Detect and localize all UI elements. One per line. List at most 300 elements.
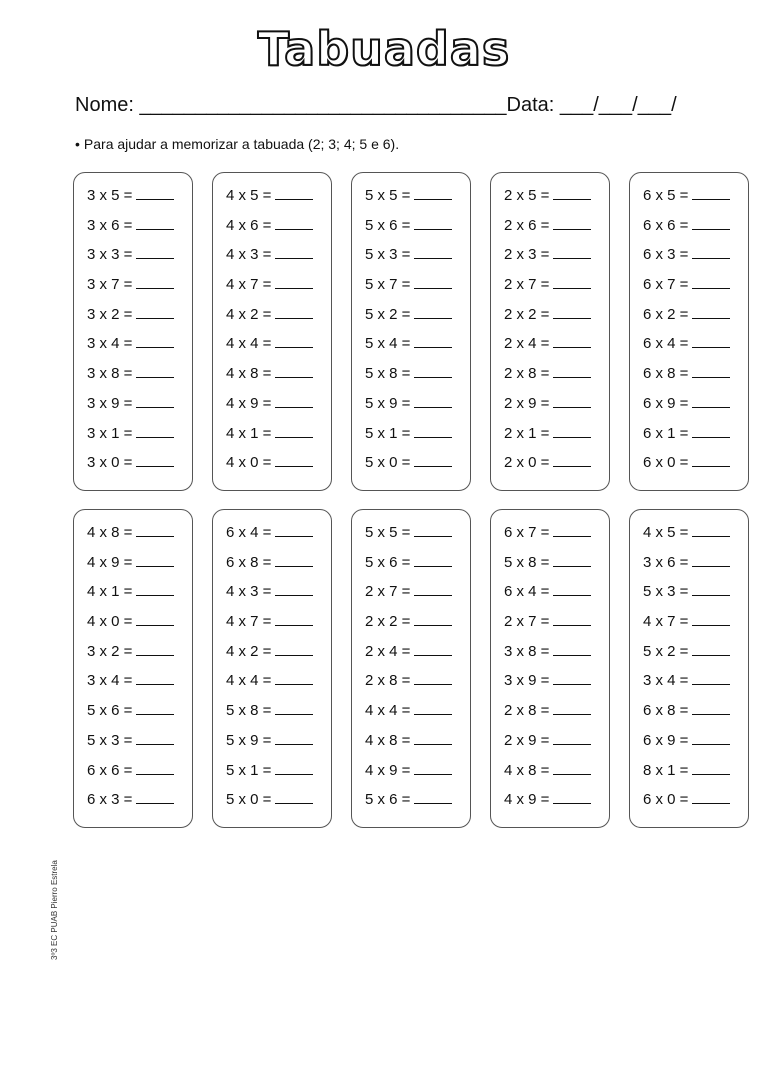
exercise-row [365,275,470,305]
exercise-label: 6 x 7 = [643,276,689,294]
exercise-label: 3 x 2 = [87,305,133,323]
answer-blank[interactable] [275,673,313,685]
exercise-label: 5 x 8 = [365,365,411,383]
answer-blank[interactable] [414,703,452,715]
answer-blank[interactable] [692,218,730,230]
bottom-exercise-grid [73,509,750,828]
exercise-label: 4 x 0 = [87,613,133,631]
exercise-row [365,186,470,216]
exercise-label: 5 x 3 = [643,583,689,601]
exercise-label: 6 x 8 = [226,553,272,571]
answer-blank[interactable] [414,733,452,745]
answer-blank[interactable] [414,525,452,537]
answer-blank[interactable] [275,525,313,537]
exercise-label: 2 x 7 = [504,276,550,294]
exercise-row [504,671,609,701]
exercise-row [504,553,609,583]
exercise-row [504,245,609,275]
exercise-row [226,761,331,791]
exercise-row [365,394,470,424]
answer-blank[interactable] [414,396,452,408]
exercise-label: 3 x 0 = [87,454,133,472]
exercise-label: 4 x 2 = [226,305,272,323]
answer-blank[interactable] [136,673,174,685]
exercise-row [226,553,331,583]
exercise-label: 6 x 0 = [643,791,689,809]
exercise-row [87,305,192,335]
exercise-label: 5 x 0 = [226,791,272,809]
exercise-row [365,553,470,583]
exercise-row [365,790,470,820]
exercise-row [504,334,609,364]
answer-blank[interactable] [275,277,313,289]
exercise-row [504,424,609,454]
exercise-row [504,523,609,553]
exercise-row [643,553,748,583]
exercise-row [504,305,609,335]
exercise-label: 4 x 1 = [226,424,272,442]
exercise-row [504,790,609,820]
exercise-row [226,612,331,642]
exercise-label: 5 x 6 = [365,553,411,571]
exercise-row [365,642,470,672]
footer-credit: 3º3 EC PUAB Pierro Estrela [50,860,59,960]
answer-blank[interactable] [692,307,730,319]
exercise-row [87,216,192,246]
exercise-label: 2 x 6 = [504,216,550,234]
exercise-label: 4 x 0 = [226,454,272,472]
exercise-label: 6 x 4 = [504,583,550,601]
exercise-label: 6 x 3 = [643,246,689,264]
exercise-row [643,364,748,394]
answer-blank[interactable] [553,673,591,685]
exercise-label: 6 x 5 = [643,187,689,204]
exercise-row [87,523,192,553]
exercise-label: 2 x 1 = [504,424,550,442]
exercise-row [504,642,609,672]
exercise-row [226,642,331,672]
page-title: Tabuadas [257,22,511,76]
exercise-label: 5 x 2 = [643,642,689,660]
answer-blank[interactable] [136,555,174,567]
answer-blank[interactable] [275,455,313,467]
answer-blank[interactable] [414,763,452,775]
answer-blank[interactable] [692,247,730,259]
exercise-row [87,245,192,275]
exercise-label: 2 x 9 = [504,731,550,749]
exercise-row [643,394,748,424]
exercise-label: 3 x 5 = [87,187,133,204]
exercise-row [504,612,609,642]
instruction-text [75,136,399,152]
answer-blank[interactable] [692,792,730,804]
exercise-box [351,172,471,491]
exercise-row [87,453,192,483]
exercise-label: 6 x 8 = [643,365,689,383]
answer-blank[interactable] [553,247,591,259]
exercise-row [643,790,748,820]
exercise-label: 3 x 9 = [87,394,133,412]
exercise-label: 5 x 9 = [365,394,411,412]
answer-blank[interactable] [275,644,313,656]
exercise-row [87,334,192,364]
exercise-label: 5 x 8 = [504,553,550,571]
exercise-label: 5 x 6 = [365,216,411,234]
answer-blank[interactable] [275,247,313,259]
exercise-row [365,364,470,394]
answer-blank[interactable] [414,614,452,626]
exercise-label: 2 x 7 = [504,613,550,631]
answer-blank[interactable] [553,763,591,775]
exercise-label: 6 x 2 = [643,305,689,323]
answer-blank[interactable] [553,188,591,200]
exercise-box [212,172,332,491]
exercise-label: 3 x 4 = [643,672,689,690]
exercise-label: 3 x 4 = [87,335,133,353]
exercise-label: 3 x 7 = [87,276,133,294]
exercise-label: 2 x 4 = [365,642,411,660]
exercise-row [365,424,470,454]
exercise-label: 4 x 9 = [87,553,133,571]
answer-blank[interactable] [275,218,313,230]
answer-blank[interactable] [414,584,452,596]
exercise-label: 2 x 8 = [365,672,411,690]
exercise-label: 2 x 2 = [504,305,550,323]
exercise-row [226,186,331,216]
exercise-label: 6 x 4 = [226,524,272,541]
answer-blank[interactable] [136,218,174,230]
answer-blank[interactable] [553,277,591,289]
answer-blank[interactable] [692,673,730,685]
answer-blank[interactable] [553,525,591,537]
exercise-row [365,612,470,642]
exercise-label: 4 x 8 = [226,365,272,383]
exercise-row [643,701,748,731]
answer-blank[interactable] [275,396,313,408]
exercise-row [226,216,331,246]
exercise-row [643,453,748,483]
answer-blank[interactable] [553,218,591,230]
exercise-row [226,364,331,394]
exercise-label: 5 x 1 = [226,761,272,779]
exercise-label: 4 x 5 = [226,187,272,204]
answer-blank[interactable] [553,792,591,804]
exercise-row [365,701,470,731]
exercise-label: 4 x 4 = [226,672,272,690]
exercise-label: 5 x 3 = [365,246,411,264]
exercise-row [643,305,748,335]
exercise-row [226,453,331,483]
exercise-row [226,790,331,820]
exercise-row [87,582,192,612]
answer-blank[interactable] [275,426,313,438]
exercise-label: 4 x 8 = [87,524,133,541]
answer-blank[interactable] [136,396,174,408]
exercise-row [504,364,609,394]
answer-blank[interactable] [692,555,730,567]
exercise-row [226,394,331,424]
exercise-label: 4 x 6 = [226,216,272,234]
exercise-row [226,523,331,553]
answer-blank[interactable] [414,277,452,289]
answer-blank[interactable] [692,525,730,537]
exercise-label: 3 x 8 = [504,642,550,660]
exercise-label: 6 x 4 = [643,335,689,353]
exercise-row [365,216,470,246]
answer-blank[interactable] [692,426,730,438]
exercise-row [643,245,748,275]
answer-blank[interactable] [414,307,452,319]
instruction-label: Para ajudar a memorizar a tabuada (2; 3; 4; 5 e 6). [83,136,400,152]
exercise-row [365,523,470,553]
exercise-label: 5 x 3 = [87,731,133,749]
answer-blank[interactable] [553,703,591,715]
answer-blank[interactable] [414,336,452,348]
exercise-label: 6 x 8 = [643,702,689,720]
exercise-row [87,553,192,583]
answer-blank[interactable] [136,455,174,467]
answer-blank[interactable] [553,614,591,626]
exercise-row [643,334,748,364]
exercise-row [365,334,470,364]
answer-blank[interactable] [414,792,452,804]
exercise-row [87,275,192,305]
exercise-label: 3 x 1 = [87,424,133,442]
exercise-label: 5 x 5 = [365,187,411,204]
exercise-label: 4 x 4 = [226,335,272,353]
answer-blank[interactable] [136,614,174,626]
answer-blank[interactable] [414,188,452,200]
answer-blank[interactable] [553,455,591,467]
answer-blank[interactable] [275,336,313,348]
exercise-row [643,523,748,553]
exercise-row [365,731,470,761]
exercise-label: 3 x 8 = [87,365,133,383]
exercise-label: 2 x 0 = [504,454,550,472]
answer-blank[interactable] [692,188,730,200]
answer-blank[interactable] [414,455,452,467]
answer-blank[interactable] [136,763,174,775]
exercise-label: 5 x 8 = [226,702,272,720]
exercise-label: 5 x 0 = [365,454,411,472]
answer-blank[interactable] [553,644,591,656]
answer-blank[interactable] [136,703,174,715]
answer-blank[interactable] [275,792,313,804]
exercise-label: 6 x 6 = [87,761,133,779]
exercise-row [365,453,470,483]
answer-blank[interactable] [275,733,313,745]
exercise-row [226,424,331,454]
answer-blank[interactable] [414,218,452,230]
exercise-row [226,701,331,731]
exercise-row [504,394,609,424]
answer-blank[interactable] [692,396,730,408]
exercise-row [365,671,470,701]
answer-blank[interactable] [136,277,174,289]
exercise-label: 4 x 7 = [226,613,272,631]
answer-blank[interactable] [136,366,174,378]
exercise-label: 4 x 4 = [365,702,411,720]
exercise-box [73,172,193,491]
top-exercise-grid [73,172,750,491]
exercise-row [643,612,748,642]
exercise-row [504,731,609,761]
answer-blank[interactable] [275,584,313,596]
exercise-label: 3 x 9 = [504,672,550,690]
answer-blank[interactable] [692,584,730,596]
exercise-label: 5 x 6 = [365,791,411,809]
exercise-label: 6 x 3 = [87,791,133,809]
exercise-label: 5 x 7 = [365,276,411,294]
exercise-row [87,612,192,642]
exercise-label: 4 x 9 = [226,394,272,412]
answer-blank[interactable] [553,366,591,378]
answer-blank[interactable] [692,763,730,775]
exercise-label: 5 x 2 = [365,305,411,323]
exercise-label: 4 x 1 = [87,583,133,601]
exercise-label: 4 x 7 = [643,613,689,631]
exercise-row [504,701,609,731]
exercise-row [643,582,748,612]
answer-blank[interactable] [414,555,452,567]
exercise-box [629,172,749,491]
answer-blank[interactable] [692,277,730,289]
answer-blank[interactable] [414,366,452,378]
answer-blank[interactable] [692,366,730,378]
answer-blank[interactable] [414,247,452,259]
answer-blank[interactable] [136,307,174,319]
answer-blank[interactable] [414,426,452,438]
exercise-row [87,731,192,761]
exercise-row [226,671,331,701]
exercise-label: 4 x 8 = [365,731,411,749]
name-date-line: Nome: _________________________________Data: ___/___/___/ [75,94,677,116]
exercise-label: 5 x 4 = [365,335,411,353]
exercise-row [87,364,192,394]
exercise-label: 2 x 3 = [504,246,550,264]
exercise-label: 4 x 8 = [504,761,550,779]
answer-blank[interactable] [414,673,452,685]
exercise-row [643,671,748,701]
exercise-label: 2 x 8 = [504,702,550,720]
exercise-row [504,582,609,612]
answer-blank[interactable] [275,763,313,775]
exercise-row [226,582,331,612]
answer-blank[interactable] [136,336,174,348]
answer-blank[interactable] [692,644,730,656]
answer-blank[interactable] [136,733,174,745]
answer-blank[interactable] [136,525,174,537]
exercise-row [226,305,331,335]
exercise-label: 4 x 9 = [365,761,411,779]
answer-blank[interactable] [136,644,174,656]
answer-blank[interactable] [692,614,730,626]
exercise-label: 5 x 5 = [365,524,411,541]
exercise-box [629,509,749,828]
answer-blank[interactable] [275,614,313,626]
answer-blank[interactable] [136,188,174,200]
answer-blank[interactable] [553,733,591,745]
exercise-row [643,424,748,454]
exercise-label: 5 x 6 = [87,702,133,720]
answer-blank[interactable] [553,555,591,567]
answer-blank[interactable] [692,336,730,348]
exercise-row [87,424,192,454]
exercise-row [87,642,192,672]
exercise-row [643,216,748,246]
exercise-row [226,334,331,364]
answer-blank[interactable] [553,584,591,596]
exercise-label: 4 x 3 = [226,246,272,264]
answer-blank[interactable] [553,396,591,408]
exercise-label: 4 x 9 = [504,791,550,809]
answer-blank[interactable] [136,792,174,804]
exercise-box [212,509,332,828]
answer-blank[interactable] [692,455,730,467]
answer-blank[interactable] [692,733,730,745]
answer-blank[interactable] [692,703,730,715]
exercise-row [643,731,748,761]
answer-blank[interactable] [414,644,452,656]
exercise-row [226,245,331,275]
exercise-row [87,761,192,791]
exercise-label: 3 x 3 = [87,246,133,264]
exercise-row [504,453,609,483]
answer-blank[interactable] [275,188,313,200]
exercise-label: 5 x 9 = [226,731,272,749]
exercise-row [643,761,748,791]
exercise-row [504,275,609,305]
answer-blank[interactable] [275,703,313,715]
exercise-row [365,305,470,335]
exercise-label: 8 x 1 = [643,761,689,779]
exercise-row [87,790,192,820]
exercise-row [504,186,609,216]
exercise-row [365,761,470,791]
exercise-row [365,245,470,275]
answer-blank[interactable] [275,307,313,319]
exercise-box [73,509,193,828]
answer-blank[interactable] [553,307,591,319]
answer-blank[interactable] [136,426,174,438]
answer-blank[interactable] [136,584,174,596]
exercise-label: 2 x 8 = [504,365,550,383]
exercise-row [504,216,609,246]
answer-blank[interactable] [553,426,591,438]
exercise-box [490,509,610,828]
exercise-label: 6 x 1 = [643,424,689,442]
answer-blank[interactable] [553,336,591,348]
exercise-row [504,761,609,791]
exercise-label: 2 x 9 = [504,394,550,412]
exercise-label: 3 x 2 = [87,642,133,660]
exercise-label: 6 x 9 = [643,394,689,412]
bullet-icon: • [75,136,80,152]
answer-blank[interactable] [275,555,313,567]
exercise-box [351,509,471,828]
exercise-row [226,275,331,305]
exercise-row [226,731,331,761]
exercise-label: 2 x 5 = [504,187,550,204]
exercise-label: 4 x 2 = [226,642,272,660]
exercise-label: 4 x 3 = [226,583,272,601]
answer-blank[interactable] [275,366,313,378]
exercise-label: 3 x 6 = [87,216,133,234]
exercise-label: 5 x 1 = [365,424,411,442]
answer-blank[interactable] [136,247,174,259]
exercise-row [87,394,192,424]
exercise-box [490,172,610,491]
